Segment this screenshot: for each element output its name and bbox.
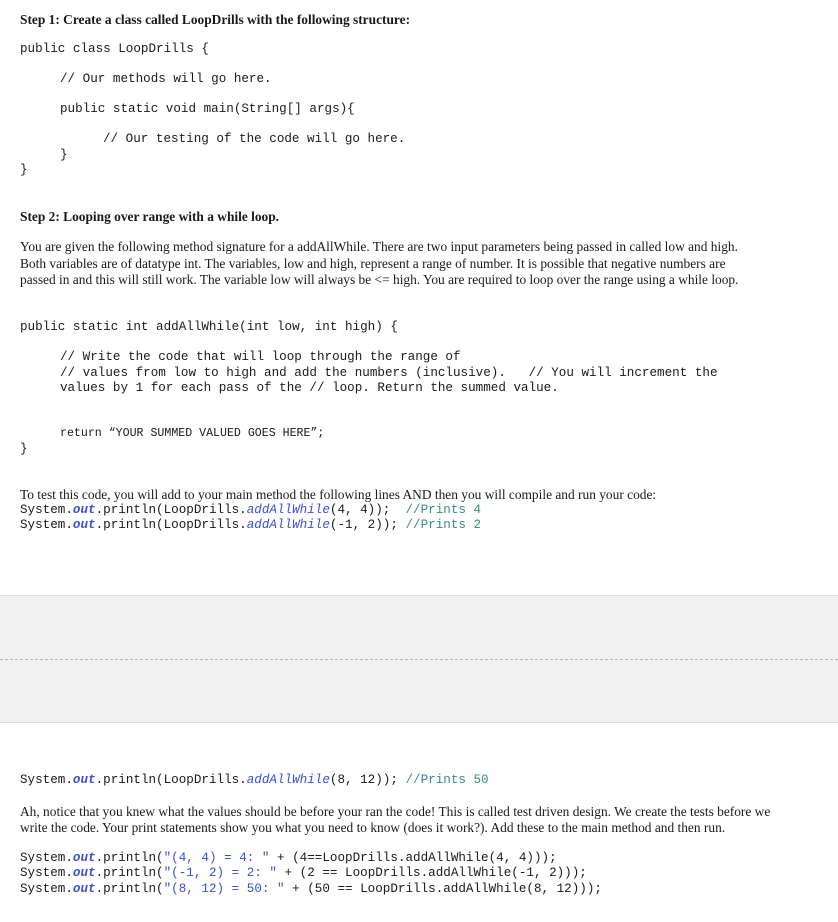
print-line: System.out.println("(-1, 2) = 2: " + (2 == LoopDrills.addAllWhile(-1, 2))); xyxy=(20,866,587,880)
band-bottom-border xyxy=(0,722,838,723)
code-line: // Our testing of the code will go here. xyxy=(103,132,406,146)
test-line: System.out.println(LoopDrills.addAllWhile(-1, 2)); //Prints 2 xyxy=(20,518,482,532)
test-line: System.out.println(LoopDrills.addAllWhile(8, 12)); //Prints 50 xyxy=(20,773,489,787)
print-line: System.out.println("(8, 12) = 50: " + (50 == LoopDrills.addAllWhile(8, 12))); xyxy=(20,882,602,896)
step1-heading: Step 1: Create a class called LoopDrills with the following structure: xyxy=(20,12,411,27)
comment-line: values by 1 for each pass of the // loop. Return the summed value. xyxy=(60,381,559,395)
tdd-paragraph-line: write the code. Your print statements show you what you need to know (does it work?). Add these to the main method and then run. xyxy=(20,820,726,835)
test-intro: To test this code, you will add to your main method the following lines AND then you will compile and run your code: xyxy=(20,487,657,502)
comment-line: // values from low to high and add the numbers (inclusive). // You will increment the xyxy=(60,366,718,380)
code-line: } xyxy=(20,163,28,177)
code-line: public class LoopDrills { xyxy=(20,42,209,56)
code-line: } xyxy=(20,442,28,456)
return-line: return “YOUR SUMMED VALUED GOES HERE”; xyxy=(60,427,325,440)
step2-heading: Step 2: Looping over range with a while loop. xyxy=(20,209,280,224)
code-line: } xyxy=(60,148,68,162)
method-signature: public static int addAllWhile(int low, int high) { xyxy=(20,320,398,334)
code-line: public static void main(String[] args){ xyxy=(60,102,355,116)
comment-line: // Write the code that will loop through the range of xyxy=(60,350,461,364)
step2-paragraph-line: Both variables are of datatype int. The variables, low and high, represent a range of number. It is possible that negative numbers are xyxy=(20,256,726,271)
print-line: System.out.println("(4, 4) = 4: " + (4==LoopDrills.addAllWhile(4, 4))); xyxy=(20,851,557,865)
step2-paragraph-line: You are given the following method signature for a addAllWhile. There are two input parameters being passed in called low and high. xyxy=(20,239,738,254)
code-line: // Our methods will go here. xyxy=(60,72,272,86)
tdd-paragraph-line: Ah, notice that you knew what the values should be before your ran the code! This is called test driven design. We create the tests before we xyxy=(20,804,771,819)
page-break-divider xyxy=(0,659,838,660)
test-line: System.out.println(LoopDrills.addAllWhile(4, 4)); //Prints 4 xyxy=(20,503,482,517)
band-top-border xyxy=(0,595,838,596)
step2-paragraph-line: passed in and this will still work. The variable low will always be <= high. You are required to loop over the range using a while loop. xyxy=(20,272,739,287)
